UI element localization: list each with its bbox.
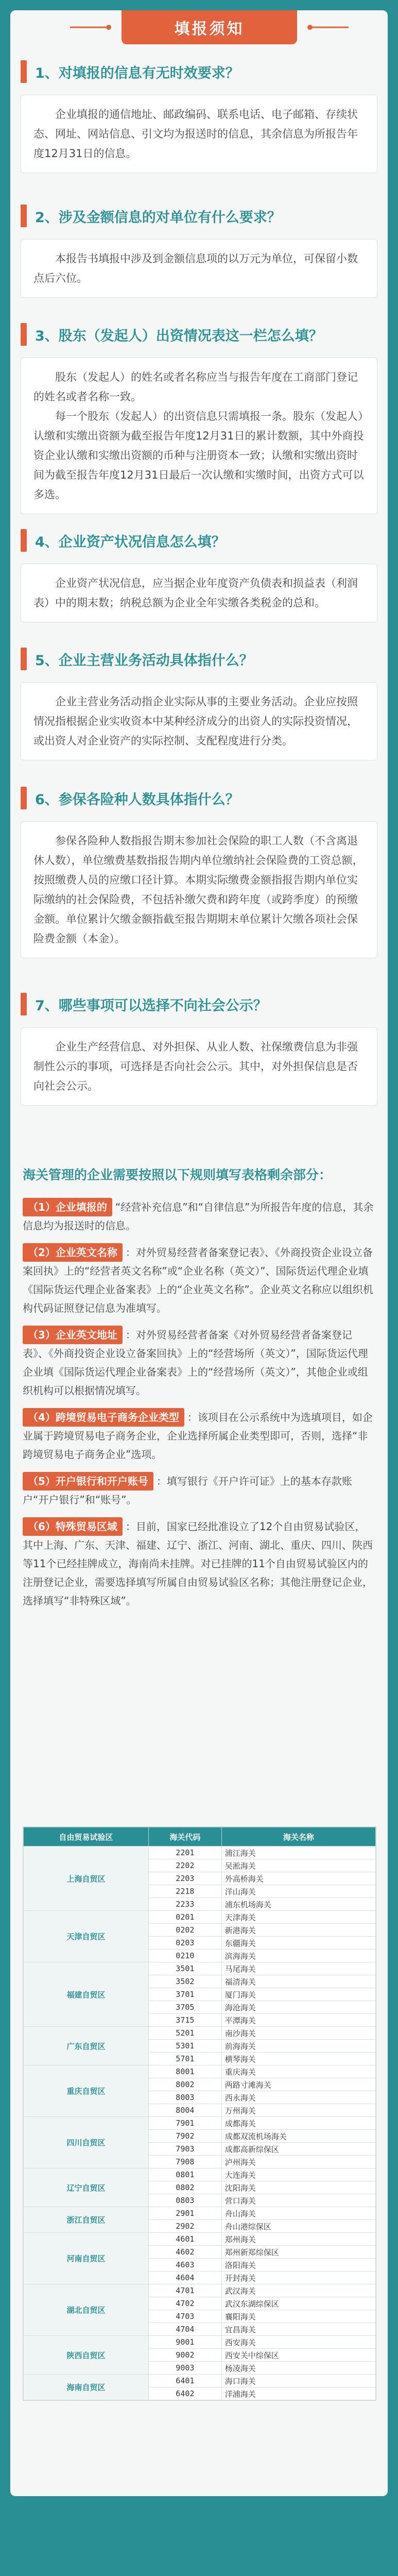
customs-code-cell: 3715 bbox=[148, 2014, 221, 2027]
customs-name-cell: 两路寸滩海关 bbox=[221, 2078, 375, 2091]
faq-answer bbox=[21, 821, 377, 958]
customs-name-cell: 舟山港综保区 bbox=[221, 2220, 375, 2233]
faq-question: 1、对填报的信息有无时效要求？ bbox=[35, 65, 239, 81]
column-header: 海关名称 bbox=[221, 1827, 375, 1846]
customs-code-cell: 4701 bbox=[148, 2284, 221, 2297]
customs-code-cell: 6402 bbox=[148, 2387, 221, 2400]
customs-code-cell: 7901 bbox=[148, 2117, 221, 2130]
customs-code-cell: 2901 bbox=[148, 2207, 221, 2220]
customs-code-cell: 2202 bbox=[148, 1859, 221, 1872]
customs-code-cell: 0203 bbox=[148, 1937, 221, 1950]
customs-code-cell: 4603 bbox=[148, 2259, 221, 2272]
customs-name-cell: 厦门海关 bbox=[221, 1988, 375, 2001]
table-row bbox=[24, 2117, 376, 2130]
table-row bbox=[24, 2336, 376, 2349]
answer-paragraph: 本报告书填报中涉及到金额信息项的以万元为单位，可保留小数点后六位。 bbox=[33, 252, 358, 284]
customs-code-table bbox=[23, 1827, 376, 2400]
customs-code-cell: 2902 bbox=[148, 2220, 221, 2233]
rule-text: ：该项目在公示系统中为选填项目，如企业属于跨境贸易电子商务企业，企业选择所属企业类型即可，否则，选择“非跨境贸易电子商务企业”选项。 bbox=[23, 1411, 373, 1461]
customs-name-cell: 舟山海关 bbox=[221, 2207, 375, 2220]
heading-marker-icon bbox=[21, 323, 27, 346]
table-row bbox=[24, 2284, 376, 2297]
faq-item-4 bbox=[21, 526, 377, 622]
customs-name-cell: 宜昌海关 bbox=[221, 2323, 375, 2336]
zone-name-cell: 四川自贸区 bbox=[24, 2117, 149, 2168]
faq-answer bbox=[21, 682, 377, 760]
customs-name-cell: 襄阳海关 bbox=[221, 2310, 375, 2323]
answer-paragraph: 企业生产经营信息、对外担保、从业人数、社保缴费信息为非强制性公示的事项，可选择是否向社会公示。其中，对外担保信息是否向社会公示。 bbox=[33, 1041, 358, 1092]
customs-code-cell: 7903 bbox=[148, 2143, 221, 2156]
faq-answer bbox=[21, 1027, 377, 1106]
table-row bbox=[24, 2027, 376, 2040]
customs-code-cell: 7908 bbox=[148, 2156, 221, 2168]
table-header-row bbox=[24, 1827, 376, 1846]
zone-name-cell: 湖北自贸区 bbox=[24, 2284, 149, 2336]
table-row bbox=[24, 2168, 376, 2181]
decorative-line-left-icon bbox=[70, 21, 111, 34]
customs-code-cell: 0803 bbox=[148, 2194, 221, 2207]
customs-code-cell: 5201 bbox=[148, 2027, 221, 2040]
customs-name-cell: 营口海关 bbox=[221, 2194, 375, 2207]
customs-code-cell: 5701 bbox=[148, 2053, 221, 2065]
answer-paragraph: 企业主营业务活动指企业实际从事的主要业务活动。企业应按照情况指根据企业实收资本中某种经济成分的出资人的实际投资情况，或出资人对企业资产的实际控制、支配程度进行分类。 bbox=[33, 696, 358, 747]
table-row bbox=[24, 2233, 376, 2246]
column-header: 海关代码 bbox=[148, 1827, 221, 1846]
rule-tag: （6）特殊贸易区域 bbox=[23, 1517, 123, 1536]
rule-text: ：对外贸易经营者备案《对外贸易经营者备案登记表》、《外商投资企业设立备案回执》上的“经营场所（英文）”，国际货运代理企业填《国际货运代理企业备案表》上的“经营场所（英文）”，其他企业或组织机构可以根据情况填写。 bbox=[23, 1329, 368, 1397]
customs-code-cell: 7902 bbox=[148, 2130, 221, 2143]
customs-name-cell: 武汉海关 bbox=[221, 2284, 375, 2297]
rule-item bbox=[23, 1326, 375, 1400]
customs-name-cell: 横琴海关 bbox=[221, 2053, 375, 2065]
customs-code-cell: 2201 bbox=[148, 1846, 221, 1859]
faq-answer bbox=[21, 564, 377, 622]
customs-code-cell: 3701 bbox=[148, 1988, 221, 2001]
customs-name-cell: 成都双流机场海关 bbox=[221, 2130, 375, 2143]
customs-name-cell: 吴淞海关 bbox=[221, 1859, 375, 1872]
zone-name-cell: 重庆自贸区 bbox=[24, 2065, 149, 2117]
customs-code-cell: 4702 bbox=[148, 2297, 221, 2310]
customs-name-cell: 海沧海关 bbox=[221, 2001, 375, 2014]
faq-heading bbox=[21, 319, 377, 349]
customs-code-cell: 0210 bbox=[148, 1950, 221, 1962]
zone-name-cell: 辽宁自贸区 bbox=[24, 2168, 149, 2207]
customs-name-cell: 万州海关 bbox=[221, 2104, 375, 2117]
customs-name-cell: 浦东机场海关 bbox=[221, 1898, 375, 1911]
answer-paragraph: 股东（发起人）的姓名或者名称应当与报告年度在工商部门登记的姓名或者名称一致。 bbox=[33, 371, 358, 403]
faq-answer bbox=[21, 239, 377, 298]
customs-name-cell: 西安关中综保区 bbox=[221, 2349, 375, 2362]
column-header: 自由贸易试验区 bbox=[24, 1827, 149, 1846]
faq-answer bbox=[21, 95, 377, 173]
faq-item-6 bbox=[21, 783, 377, 958]
page-title: 填报须知 bbox=[174, 20, 245, 38]
customs-code-cell: 3705 bbox=[148, 2001, 221, 2014]
customs-name-cell: 洋浦海关 bbox=[221, 2387, 375, 2400]
customs-name-cell: 郑州新郑综保区 bbox=[221, 2246, 375, 2259]
rule-item bbox=[23, 1472, 375, 1509]
table-row bbox=[24, 1911, 376, 1924]
customs-code-cell: 2218 bbox=[148, 1885, 221, 1898]
zone-name-cell: 河南自贸区 bbox=[24, 2233, 149, 2284]
table-row bbox=[24, 2207, 376, 2220]
faq-heading bbox=[21, 989, 377, 1019]
rule-tag: （2）企业英文名称 bbox=[23, 1243, 123, 1262]
customs-code-cell: 9001 bbox=[148, 2336, 221, 2349]
customs-code-cell: 0801 bbox=[148, 2168, 221, 2181]
rule-item bbox=[23, 1517, 375, 1610]
heading-marker-icon bbox=[21, 529, 27, 552]
customs-code-cell: 8001 bbox=[148, 2065, 221, 2078]
rule-tag: （5）开户银行和开户账号 bbox=[23, 1472, 153, 1490]
zone-name-cell: 福建自贸区 bbox=[24, 1962, 149, 2027]
faq-question: 6、参保各险种人数具体指什么？ bbox=[35, 791, 239, 808]
customs-code-cell: 4703 bbox=[148, 2310, 221, 2323]
customs-name-cell: 武汉东湖综保区 bbox=[221, 2297, 375, 2310]
customs-name-cell: 杨凌海关 bbox=[221, 2362, 375, 2375]
rule-text: ：目前，国家已经批准设立了12个自由贸易试验区，其中上海、广东、天津、福建、辽宁、浙江、河南、湖北、重庆、四川、陕西等11个已经挂牌成立，海南尚未挂牌。对已挂牌的11个自由贸易试验区内的注册登记企业，需要选择填写所属自由贸易试验区名称；其他注册登记企业，选择填写“非特殊区域”。 bbox=[23, 1520, 373, 1607]
answer-paragraph: 企业填报的通信地址、邮政编码、联系电话、电子邮箱、存续状态、网址、网站信息、引文均为报送时的信息，其余信息为所报告年度12月31日的信息。 bbox=[33, 108, 358, 160]
customs-code-cell: 8004 bbox=[148, 2104, 221, 2117]
customs-code-cell: 0201 bbox=[148, 1911, 221, 1924]
faq-item-7 bbox=[21, 989, 377, 1106]
faq-heading bbox=[21, 783, 377, 813]
rules-heading: 海关管理的企业需要按照以下规则填写表格剩余部分： bbox=[23, 1167, 332, 1182]
zone-name-cell: 上海自贸区 bbox=[24, 1846, 149, 1911]
rule-text: “经营补充信息”和“自律信息”为所报告年度的信息，其余信息均为报送时的信息。 bbox=[23, 1201, 374, 1232]
rules-list bbox=[23, 1198, 375, 1618]
zone-name-cell: 浙江自贸区 bbox=[24, 2207, 149, 2233]
customs-name-cell: 重庆海关 bbox=[221, 2065, 375, 2078]
customs-name-cell: 大连海关 bbox=[221, 2168, 375, 2181]
customs-name-cell: 新港海关 bbox=[221, 1924, 375, 1937]
faq-heading bbox=[21, 526, 377, 555]
customs-name-cell: 福清海关 bbox=[221, 1975, 375, 1988]
answer-paragraph: 每一个股东（发起人）的出资信息只需填报一条。股东（发起人）认缴和实缴出资额为截至报告年度12月31日的累计数额，其中外商投资企业认缴和实缴出资额的币种与注册资本一致；认缴和实缴出资时间为截至报告年度12月31日最后一次认缴和实缴时间，出资方式可以多选。 bbox=[33, 410, 364, 501]
customs-code-cell: 9002 bbox=[148, 2349, 221, 2362]
zone-name-cell: 海南自贸区 bbox=[24, 2375, 149, 2400]
customs-code-cell: 0202 bbox=[148, 1924, 221, 1937]
customs-name-cell: 开封海关 bbox=[221, 2272, 375, 2284]
customs-code-cell: 3502 bbox=[148, 1975, 221, 1988]
customs-code-cell: 2203 bbox=[148, 1872, 221, 1885]
answer-paragraph: 参保各险种人数指报告期末参加社会保险的职工人数（不含离退休人数），单位缴费基数指报告期内单位缴纳社会保险费的工资总额，按照缴费人员的应缴口径计算。本期实际缴费金额指报告期内单位实际缴纳的社会保险费，不包括补缴欠费和跨年度（或跨季度）的预缴金额。单位累计欠缴金额指截至报告期期末单位累计欠缴各项社会保险费金额（本金）。 bbox=[33, 835, 364, 945]
customs-code-cell: 8002 bbox=[148, 2078, 221, 2091]
free-trade-zone-table bbox=[23, 1826, 376, 2401]
customs-code-cell: 4601 bbox=[148, 2233, 221, 2246]
customs-name-cell: 郑州海关 bbox=[221, 2233, 375, 2246]
heading-marker-icon bbox=[21, 787, 27, 809]
heading-marker-icon bbox=[21, 205, 27, 227]
rule-item bbox=[23, 1243, 375, 1317]
customs-name-cell: 浦江海关 bbox=[221, 1846, 375, 1859]
customs-name-cell: 洋山海关 bbox=[221, 1885, 375, 1898]
customs-name-cell: 西安海关 bbox=[221, 2336, 375, 2349]
customs-name-cell: 平潭海关 bbox=[221, 2014, 375, 2027]
customs-rules-section bbox=[10, 1157, 388, 2496]
rule-text: ：对外贸易经营者备案登记表》、《外商投资企业设立备案回执》上的“经营者英文名称”或“企业名称（英文）”、国际货运代理企业填《国际货运代理企业备案表》上的“企业英文名称”。企业英文名称应以组织机构代码证照登记信息为准填写。 bbox=[23, 1246, 373, 1314]
heading-marker-icon bbox=[21, 60, 27, 83]
customs-code-cell: 9003 bbox=[148, 2362, 221, 2375]
answer-paragraph: 企业资产状况信息，应当据企业年度资产负债表和损益表（利润表）中的期末数；纳税总额为企业全年实缴各类税金的总和。 bbox=[33, 577, 358, 609]
customs-name-cell: 成都高新综保区 bbox=[221, 2143, 375, 2156]
table-body bbox=[24, 1846, 376, 2400]
faq-item-5 bbox=[21, 644, 377, 760]
faq-item-3 bbox=[21, 319, 377, 514]
customs-code-cell: 3501 bbox=[148, 1962, 221, 1975]
customs-code-cell: 4604 bbox=[148, 2272, 221, 2284]
customs-name-cell: 前海海关 bbox=[221, 2040, 375, 2053]
faq-heading bbox=[21, 57, 377, 87]
customs-name-cell: 西永海关 bbox=[221, 2091, 375, 2104]
decorative-line-right-icon bbox=[307, 21, 349, 34]
customs-code-cell: 2233 bbox=[148, 1898, 221, 1911]
faq-heading bbox=[21, 201, 377, 231]
faq-question: 7、哪些事项可以选择不向社会公示？ bbox=[35, 997, 267, 1014]
heading-marker-icon bbox=[21, 648, 27, 670]
table-row bbox=[24, 1846, 376, 1859]
customs-code-cell: 0802 bbox=[148, 2181, 221, 2194]
customs-code-cell: 8003 bbox=[148, 2091, 221, 2104]
rule-tag: （3）企业英文地址 bbox=[23, 1326, 123, 1344]
customs-name-cell: 滨海海关 bbox=[221, 1950, 375, 1962]
customs-name-cell: 沈阳海关 bbox=[221, 2181, 375, 2194]
customs-code-cell: 5301 bbox=[148, 2040, 221, 2053]
faq-question: 5、企业主营业务活动具体指什么？ bbox=[35, 652, 253, 669]
faq-question: 2、涉及金额信息的对单位有什么要求？ bbox=[35, 209, 281, 226]
rule-item bbox=[23, 1198, 375, 1235]
faq-question: 3、股东（发起人）出资情况表这一栏怎么填？ bbox=[35, 328, 323, 344]
customs-name-cell: 天津海关 bbox=[221, 1911, 375, 1924]
zone-name-cell: 天津自贸区 bbox=[24, 1911, 149, 1962]
rule-text: ：填写银行《开户许可证》上的基本存款账户“开户银行”和“账号”。 bbox=[23, 1475, 352, 1506]
customs-name-cell: 洛阳海关 bbox=[221, 2259, 375, 2272]
customs-name-cell: 泸州海关 bbox=[221, 2156, 375, 2168]
rule-tag: （1）企业填报的 bbox=[23, 1198, 112, 1216]
zone-name-cell: 广东自贸区 bbox=[24, 2027, 149, 2065]
faq-heading bbox=[21, 644, 377, 674]
title-banner bbox=[122, 10, 297, 44]
customs-code-cell: 4704 bbox=[148, 2323, 221, 2336]
rule-tag: （4）跨境贸易电子商务企业类型 bbox=[23, 1408, 184, 1427]
customs-name-cell: 海口海关 bbox=[221, 2375, 375, 2387]
customs-name-cell: 马尾海关 bbox=[221, 1962, 375, 1975]
faq-answer bbox=[21, 358, 377, 514]
customs-name-cell: 成都海关 bbox=[221, 2117, 375, 2130]
zone-name-cell: 陕西自贸区 bbox=[24, 2336, 149, 2375]
table-row bbox=[24, 2065, 376, 2078]
faq-question: 4、企业资产状况信息怎么填？ bbox=[35, 534, 226, 550]
table-row bbox=[24, 1962, 376, 1975]
faq-item-1 bbox=[21, 57, 377, 173]
customs-name-cell: 外高桥海关 bbox=[221, 1872, 375, 1885]
customs-name-cell: 南沙海关 bbox=[221, 2027, 375, 2040]
table-row bbox=[24, 2375, 376, 2387]
customs-name-cell: 东疆海关 bbox=[221, 1937, 375, 1950]
customs-code-cell: 4602 bbox=[148, 2246, 221, 2259]
faq-item-2 bbox=[21, 201, 377, 298]
customs-code-cell: 6401 bbox=[148, 2375, 221, 2387]
heading-marker-icon bbox=[21, 993, 27, 1015]
rule-item bbox=[23, 1408, 375, 1464]
